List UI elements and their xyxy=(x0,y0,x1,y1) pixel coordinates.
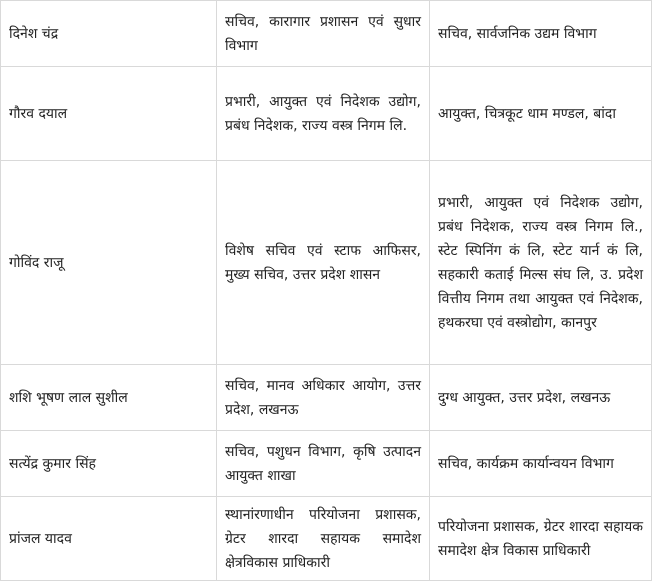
table-row xyxy=(1,497,652,581)
table-row xyxy=(1,161,652,365)
table-row xyxy=(1,365,652,431)
table-row xyxy=(1,431,652,497)
previous-post: स्थानांरणाधीन परियोजना प्रशासक, ग्रेटर शारदा सहायक समादेश क्षेत्रविकास प्राधिकारी xyxy=(217,497,430,581)
previous-post: विशेष सचिव एवं स्टाफ आफिसर, मुख्य सचिव, उत्तर प्रदेश शासन xyxy=(217,161,430,365)
previous-post: प्रभारी, आयुक्त एवं निदेशक उद्योग, प्रबंध निदेशक, राज्य वस्त्र निगम लि. xyxy=(217,67,430,161)
new-post: सचिव, सार्वजनिक उद्यम विभाग xyxy=(430,1,652,67)
officer-name: सत्येंद्र कुमार सिंह xyxy=(1,431,217,497)
new-post: प्रभारी, आयुक्त एवं निदेशक उद्योग, प्रबंध निदेशक, राज्य वस्त्र निगम लि., स्टेट स्पिनिंग कं लि, स्टेट यार्न कं लि, सहकारी कताई मिल्स संघ लि, उ. प्रदेश वित्तीय निगम तथा आयुक्त एवं निदेशक, हथकरघा एवं वस्त्रोद्योग, कानपुर xyxy=(430,161,652,365)
new-post: दुग्ध आयुक्त, उत्तर प्रदेश, लखनऊ xyxy=(430,365,652,431)
new-post: आयुक्त, चित्रकूट धाम मण्डल, बांदा xyxy=(430,67,652,161)
officer-name: गौरव दयाल xyxy=(1,67,217,161)
table-row xyxy=(1,1,652,67)
new-post: सचिव, कार्यक्रम कार्यान्वयन विभाग xyxy=(430,431,652,497)
officer-name: प्रांजल यादव xyxy=(1,497,217,581)
previous-post: सचिव, मानव अधिकार आयोग, उत्तर प्रदेश, लखनऊ xyxy=(217,365,430,431)
officer-name: दिनेश चंद्र xyxy=(1,1,217,67)
officer-name: शशि भूषण लाल सुशील xyxy=(1,365,217,431)
previous-post: सचिव, पशुधन विभाग, कृषि उत्पादन आयुक्त शाखा xyxy=(217,431,430,497)
table-row xyxy=(1,67,652,161)
previous-post: सचिव, कारागार प्रशासन एवं सुधार विभाग xyxy=(217,1,430,67)
new-post: परियोजना प्रशासक, ग्रेटर शारदा सहायक समादेश क्षेत्र विकास प्राधिकारी xyxy=(430,497,652,581)
officer-name: गोविंद राजू xyxy=(1,161,217,365)
